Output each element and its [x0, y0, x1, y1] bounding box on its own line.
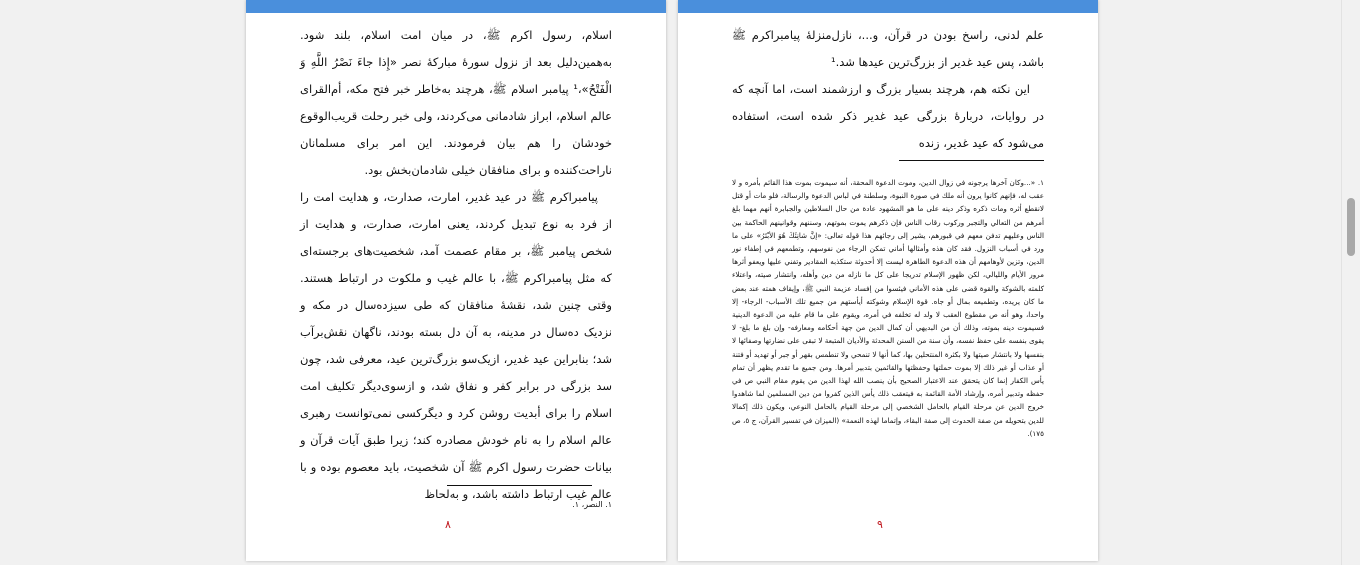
document-page-right — [678, 0, 1098, 561]
vertical-scrollbar[interactable] — [1343, 0, 1360, 565]
footnote-separator — [899, 160, 1044, 161]
footnote-separator — [447, 485, 592, 486]
page-body-text — [732, 22, 1044, 157]
paragraph: اسلام، رسول اکرم ﷺ، در میان امت اسلام، بلند شود. به‌همین‌دلیل بعد از نزول سورۀ مبارکۀ نصر «إِذا جاءَ نَصْرُ اللَّهِ وَ الْفَتْحُ»،¹ پیامبر اسلام ﷺ، هرچند به‌خاطر خبر فتح مکه، أم‌القرای عالم اسلام، ابراز شادمانی می‌کردند، ولی خبر رحلت قریب‌الوقوع خودشان را هم بیان فرمودند. این امر برای مسلمانان ناراحت‌کننده و برای منافقان خیلی شادمان‌بخش بود. — [300, 28, 612, 177]
paragraph: علم لدنی، راسخ بودن در قرآن، و...، نازل‌منزلۀ پیامبراکرم ﷺ باشد، پس عید غدیر از بزرگ‌ترین عیدها شد.¹ — [732, 28, 1044, 69]
scrollbar-thumb[interactable] — [1347, 198, 1355, 256]
page-top-bar — [246, 0, 666, 13]
footnote: ۱. النصر، ۱. — [572, 500, 612, 509]
page-top-bar — [678, 0, 1098, 13]
paragraph: پیامبراکرم ﷺ در عید غدیر، امارت، صدارت، و هدایت امت را از فرد به نوع تبدیل کردند، یعنی امارت، صدارت، و هدایت از شخص پیامبر ﷺ، بر مقام عصمت آمد، شخصیت‌های برجسته‌ای که مثل پیامبراکرم ﷺ، با عالم غیب و ملکوت در ارتباط هستند. وقتی چنین شد، نقشۀ منافقان که طی سیزده‌سال در مکه و نزدیک ده‌سال در مدینه، به آن دل بسته بودند، ناگهان نقش‌برآب شد؛ بنابراین عید غدیر، ازیک‌سو بزرگ‌ترین عید، معرفی شد، چون سد بزرگی در برابر کفر و نفاق شد، و ازسوی‌دیگر تکلیف امت اسلام را برای أبدیت روشن کرد و دیگرکسی نمی‌توانست رهبری عالم اسلام را به نام خودش مصادره کند؛ زیرا طبق آیات قرآن و بیانات حضرت رسول اکرم ﷺ آن شخصیت، باید معصوم بوده و با عالم غیب ارتباط داشته باشد، و به‌لحاظ — [300, 190, 612, 501]
viewer-edge — [1341, 0, 1342, 565]
page-body-text — [300, 22, 612, 508]
page-number: ۹ — [877, 518, 883, 531]
page-number: ۸ — [445, 518, 451, 531]
document-page-left — [246, 0, 666, 561]
footnote: ۱. «...وکان آخرها يرجونه في زوال الدين، وموت الدعوة المحقة، أنه سيموت بموت هذا القائم بأمره و لا عقب له، فإنهم كانوا يرون أنه ملك في صورة النبوة، وسلطنة في لباس الدعوة والرسالة، فلو مات أو قتل لانقطع أثره ومات ذكره وذكر دينه على ما هو المشهود عادة من حال السلاطين والجبابرة أنهم مهما بلغ أمرهم من التعالي والتجبر وركوب رقاب الناس فإن ذكرهم يموت بموتهم، وسننهم وقوانينهم الحاكمة بين الناس وعليهم تدفن معهم في قبورهم، يشير إلى رجائهم هذا قوله تعالى: «إنَّ شانِئَكَ هُوَ الأبْتَرُ» على ما ورد في أسباب النزول. فقد كان هذه وأمثالها أماني تمكن الرجاء من نفوسهم، وتطمعهم في إطفاء نور الدين، وتزين لأوهامهم أن هذه الدعوة الطاهرة ليست إلا أحدوثة ستكذبه المقادير وتفني عليها ويعفو أثرها مرور الأيام والليالي، لكن ظهور الإسلام تدريجا على كل ما نازله من دين وأهله، وانتشار صيته، واعتلاء كلمته بالشوكة والقوة قضى على هذه الأماني فيئسوا من إفساد عزيمة النبي ﷺ، وإيقاف همته عند بعض ما كان يريده، وتطميعه بمال أو جاه. قوة الإسلام وشوكته أيأستهم من جميع تلك الأسباب- الرجاء- إلا واحدا، وهو أنه ص مقطوع العقب لا ولد له تخلفه في أمره، ويقوم على ما قام عليه من الدعوة الدينية فسيموت دينه بموته، وذلك أن من البديهي أن كمال الدين من جهة أحكامه ومعارفه- وإن بلغ ما بلغ- لا يقوى بنفسه على حفظ نفسه، وأن سنة من السنن المحدثة والأديان المتبعة لا تبقى على نضارتها وصفائها لا بنفسها ولا بانتشار صيتها ولا بكثرة المنتحلين بها، كما أنها لا تنمحي ولا تنطمس بقهر أو جبر أو تهديد أو فتنة أو عذاب أو غير ذلك إلا بموت حملتها وحفظتها والقائمين بتدبير أمرها. ومن جميع ما تقدم يظهر أن تمام يأس الكفار إنما كان يتحقق عند الاعتبار الصحيح بأن ينصب الله لهذا الدين من يقوم مقام النبي ص في حفظه وتدبير أمره، وإرشاد الأمة القائمة به فيتعقب ذلك يأس الذين كفروا من دين المسلمين لما شاهدوا خروج الدين عن مرحلة القيام بالحامل الشخصي إلى مرحلة القيام بالحامل النوعي، ويكون ذلك إكمالا للدين بتحويله من صفة الحدوث إلى صفة البقاء، وإتماما لهذه النعمة» (الميزان في تفسير القرآن، ج ٥، ص ١٧٥). — [732, 178, 1044, 438]
paragraph: این نکته هم، هرچند بسیار بزرگ و ارزشمند است، اما آنچه که در روایات، دربارۀ بزرگی عید غدیر ذکر شده است، استفاده می‌شود که عید غدیر، زنده — [732, 82, 1044, 150]
